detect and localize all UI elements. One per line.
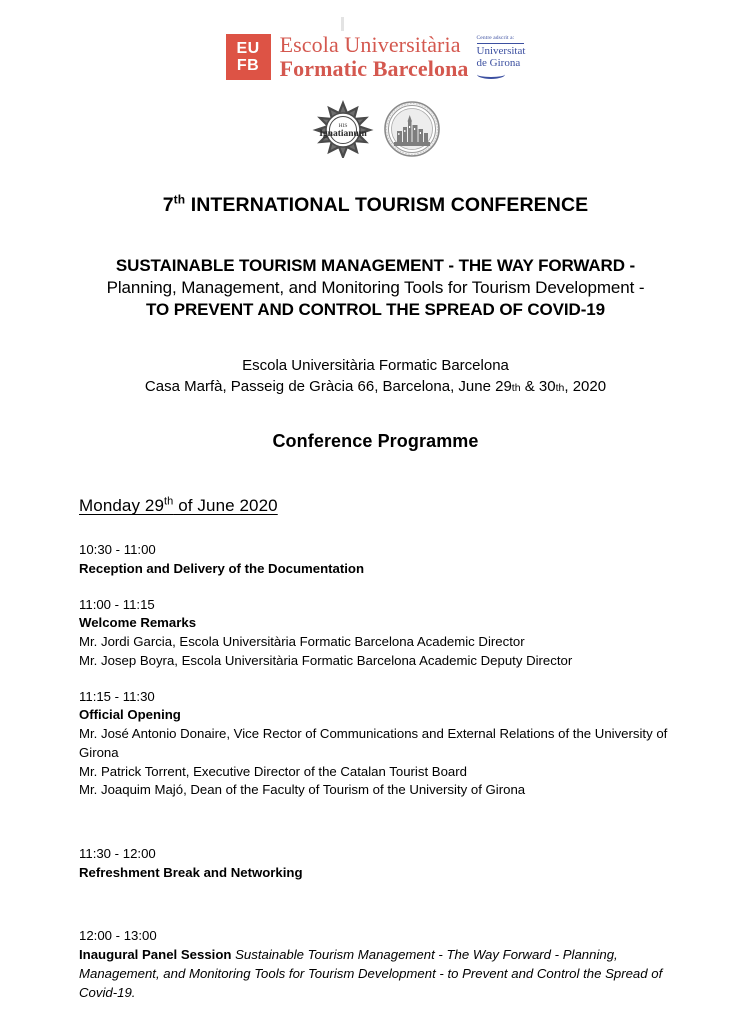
day-heading (79, 496, 278, 516)
conference-ordinal: th (173, 192, 186, 206)
session-time: 12:00 - 13:00 (79, 928, 157, 944)
session-time: 10:30 - 11:00 (79, 542, 156, 558)
session-detail: Mr. Josep Boyra, Escola Universitària Formatic Barcelona Academic Deputy Director (79, 652, 573, 668)
session-item (79, 541, 681, 578)
venue-line-2 (0, 377, 751, 398)
eufb-mark-line2: FB (236, 56, 260, 74)
venue-date-part-c: , 2020 (564, 377, 607, 395)
header-logo-row (0, 0, 751, 81)
subtitle-line-2: Planning, Management, and Monitoring Tools for Tourism Development - (106, 277, 645, 297)
page-title (0, 194, 751, 217)
session-heading: Welcome Remarks (79, 615, 197, 631)
spacer (79, 671, 681, 688)
venue-ordinal-2: th (555, 381, 565, 394)
eufb-mark-icon (226, 34, 271, 80)
udg-line1: Universitat (476, 45, 526, 58)
session-heading: Reception and Delivery of the Documentation (79, 560, 365, 576)
conference-name: INTERNATIONAL TOURISM CONFERENCE (185, 193, 589, 216)
udg-rule (477, 43, 524, 44)
day-heading-ordinal: th (164, 495, 174, 508)
session-item (79, 927, 681, 1002)
udg-line2: de Girona (476, 56, 521, 69)
day-heading-part-b: of June 2020 (173, 496, 278, 516)
session-heading: Inaugural Panel Session (79, 947, 232, 963)
programme-heading: Conference Programme (272, 431, 479, 452)
session-detail: Mr. Patrick Torrent, Executive Director of the Catalan Tourist Board (79, 763, 467, 779)
subtitle-line-1: SUSTAINABLE TOURISM MANAGEMENT - THE WAY FORWARD - (115, 255, 636, 275)
session-time: 11:30 - 12:00 (79, 846, 156, 861)
spacer (79, 800, 681, 845)
session-time: 11:15 - 11:30 (79, 688, 155, 704)
venue-date-part-b: & 30 (520, 377, 556, 395)
venue-line-1: Escola Universitària Formatic Barcelona (242, 356, 509, 374)
session-heading-italic-suffix: Sustainable Tourism Management - The Way Forward - Planning, Management, and Monitoring Tools for Tourism Development - to Prevent and Control the Spread of Covid-19. (79, 947, 663, 1000)
session-heading: Refreshment Break and Networking (79, 864, 303, 880)
session-heading: Official Opening (79, 707, 181, 723)
day-heading-part-a: Monday 29 (79, 496, 165, 516)
session-detail: Mr. Jordi Garcia, Escola Universitària Formatic Barcelona Academic Director (79, 634, 525, 650)
session-item (79, 845, 681, 882)
session-time: 11:00 - 11:15 (79, 596, 155, 612)
session-detail: Mr. José Antonio Donaire, Vice Rector of Communications and External Relations of the University of Girona (79, 726, 668, 760)
city-seal-icon (384, 101, 440, 157)
session-item (79, 596, 681, 671)
header-seal-row (0, 81, 751, 158)
eufb-name-line2: Formatic Barcelona (279, 55, 469, 81)
svg-text:Ignatianum: Ignatianum (318, 128, 367, 139)
spacer (79, 579, 681, 596)
venue-info (0, 356, 751, 397)
conference-subtitle (0, 255, 751, 322)
spacer (79, 882, 681, 927)
venue-ordinal-1: th (511, 381, 521, 394)
tick-mark-icon (341, 17, 344, 31)
eufb-name-line1: Escola Universitària (279, 32, 461, 57)
subtitle-line-3: TO PREVENT AND CONTROL THE SPREAD OF COVID-19 (146, 300, 605, 320)
session-detail: Mr. Joaquim Majó, Dean of the Faculty of Tourism of the University of Girona (79, 782, 526, 798)
venue-date-part-a: Casa Marfà, Passeig de Gràcia 66, Barcelona, June 29 (144, 377, 512, 395)
udg-affiliation-logo (477, 36, 526, 79)
conference-number: 7 (162, 193, 174, 216)
schedule-section (0, 496, 751, 1002)
udg-swoosh-icon (477, 70, 505, 79)
session-item (79, 688, 681, 800)
eufb-mark-line1: EU (236, 39, 260, 57)
udg-affiliation-label: Centre adscrit a: (476, 35, 515, 42)
svg-text:HIS: HIS (338, 122, 347, 129)
eufb-wordmark (280, 33, 469, 81)
ignatianum-seal-icon (312, 100, 374, 158)
eufb-logo (226, 33, 526, 81)
session-description (79, 946, 681, 1002)
